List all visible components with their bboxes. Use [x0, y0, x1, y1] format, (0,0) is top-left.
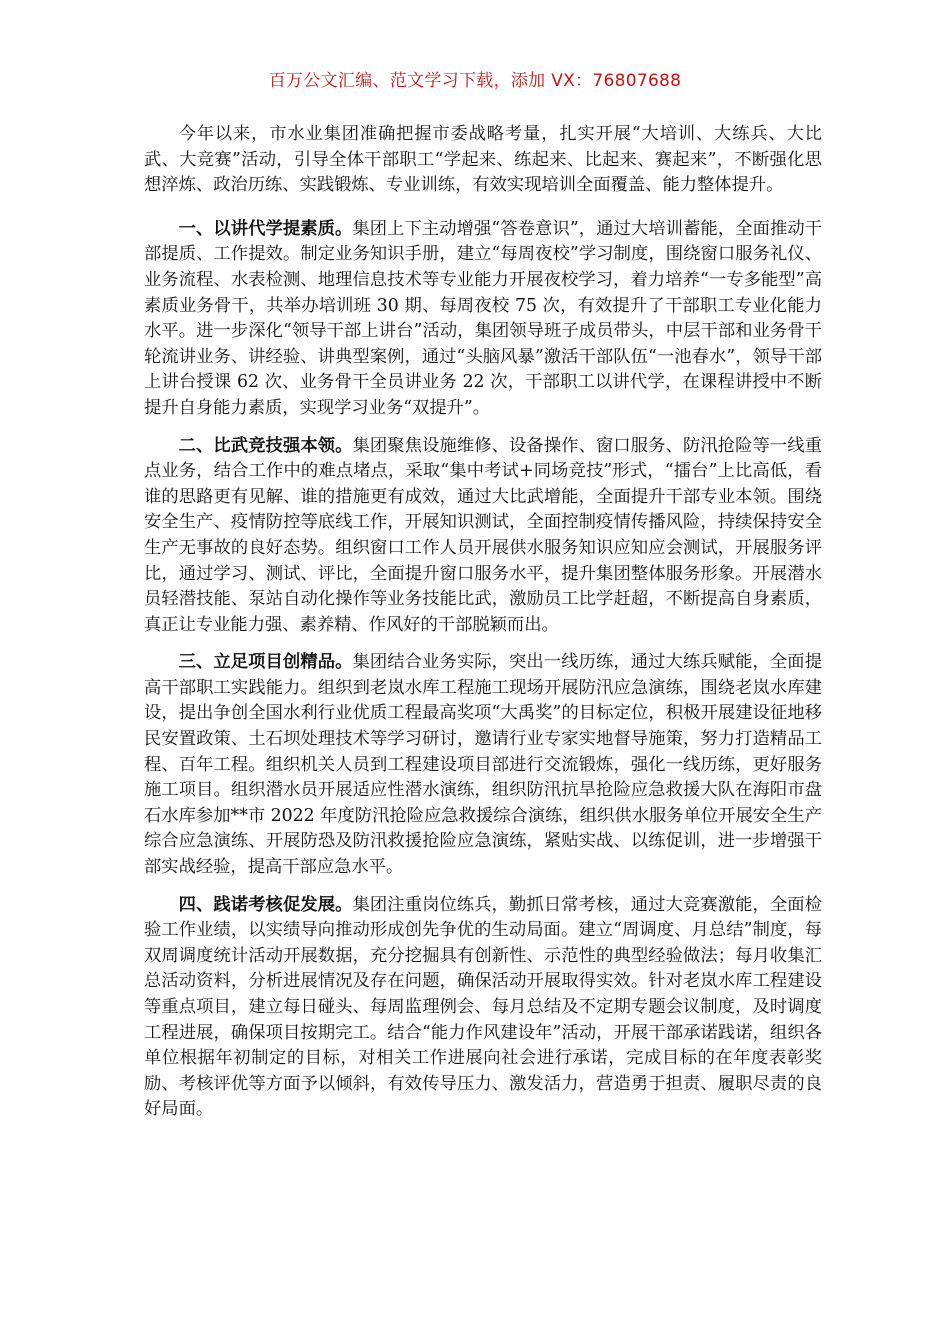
section-paragraph-3 — [144, 650, 822, 880]
document-body — [144, 122, 822, 1135]
section-heading-3: 三、立足项目创精品。 — [178, 652, 353, 673]
section-body-3: 集团结合业务实际，突出一线历练，通过大练兵赋能，全面提高干部职工实践能力。组织到老岚水库工程施工现场开展防汛应急演练，围绕老岚水库建设，提出争创全国水利行业优质工程最高奖项“大禹奖”的目标定位，积极开展建设征地移民安置政策、土石坝处理技术等学习研讨，邀请行业专家实地督导施策，努力打造精品工程、百年工程。组织机关人员到工程建设项目部进行交流锻炼，强化一线历练，更好服务施工项目。组织潜水员开展适应性潜水演练，组织防汛抗旱抢险应急救援大队在海阳市盘石水库参加**市 2022 年度防汛抢险应急救援综合演练，组织供水服务单位开展安全生产综合应急演练、开展防恐及防汛救援抢险应急演练，紧贴实战、以练促训，进一步增强干部实战经验，提高干部应急水平。 — [144, 652, 822, 878]
page-header-banner: 百万公文汇编、范文学习下载，添加 VX：76807688 — [268, 71, 682, 91]
intro-paragraph: 今年以来，市水业集团准确把握市委战略考量，扎实开展“大培训、大练兵、大比武、大竞赛”活动，引导全体干部职工“学起来、练起来、比起来、赛起来”，不断强化思想淬炼、政治历练、实践锻炼、专业训练，有效实现培训全面覆盖、能力整体提升。 — [144, 124, 822, 196]
section-paragraph-2 — [144, 434, 822, 639]
section-heading-1: 一、以讲代学提素质。 — [178, 218, 353, 239]
section-body-2: 集团聚焦设施维修、设备操作、窗口服务、防汛抢险等一线重点业务，结合工作中的难点堵点，采取“集中考试+同场竞技”形式，“擂台”上比高低，看谁的思路更有见解、谁的措施更有成效，通过大比武增能，全面提升干部专业本领。围绕安全生产、疫情防控等底线工作，开展知识测试，全面控制疫情传播风险，持续保持安全生产无事故的良好态势。组织窗口工作人员开展供水服务知识应知应会测试，开展服务评比，通过学习、测试、评比，全面提升窗口服务水平，提升集团整体服务形象。开展潜水员轻潜技能、泵站自动化操作等业务技能比武，激励员工比学赶超，不断提高自身素质，真正让专业能力强、素养精、作风好的干部脱颖而出。 — [144, 435, 822, 635]
section-heading-2: 二、比武竞技强本领。 — [178, 435, 353, 456]
section-paragraph-1 — [144, 217, 822, 422]
section-body-1: 集团上下主动增强“答卷意识”，通过大培训蓄能，全面推动干部提质、工作提效。制定业务知识手册，建立“每周夜校”学习制度，围绕窗口服务礼仪、业务流程、水表检测、地理信息技术等专业能力开展夜校学习，着力培养“一专多能型”高素质业务骨干，共举办培训班 30 期、每周夜校 75 次，有效提升了干部职工专业化能力水平。进一步深化“领导干部上讲台”活动，集团领导班子成员带头，中层干部和业务骨干轮流讲业务、讲经验、讲典型案例，通过“头脑风暴”激活干部队伍“一池春水”，领导干部上讲台授课 62 次、业务骨干全员讲业务 22 次，干部职工以讲代学，在课程讲授中不断提升自身能力素质，实现学习业务“双提升”。 — [144, 218, 822, 418]
section-body-4: 集团注重岗位练兵，勤抓日常考核，通过大竞赛激能，全面检验工作业绩，以实绩导向推动形成创先争优的生动局面。建立“周调度、月总结”制度，每双周调度统计活动开展数据，充分挖掘具有创新性、示范性的典型经验做法；每月收集汇总活动资料，分析进展情况及存在问题，确保活动开展取得实效。针对老岚水库工程建设等重点项目，建立每日碰头、每周监理例会、每月总结及不定期专题会议制度，及时调度工程进展，确保项目按期完工。结合“能力作风建设年”活动，开展干部承诺践诺，组织各单位根据年初制定的目标，对相关工作进展向社会进行承诺，完成目标的在年度表彰奖励、考核评优等方面予以倾斜，有效传导压力、激发活力，营造勇于担责、履职尽责的良好局面。 — [144, 894, 822, 1120]
section-heading-4: 四、践诺考核促发展。 — [178, 894, 353, 915]
section-paragraph-4 — [144, 893, 822, 1123]
